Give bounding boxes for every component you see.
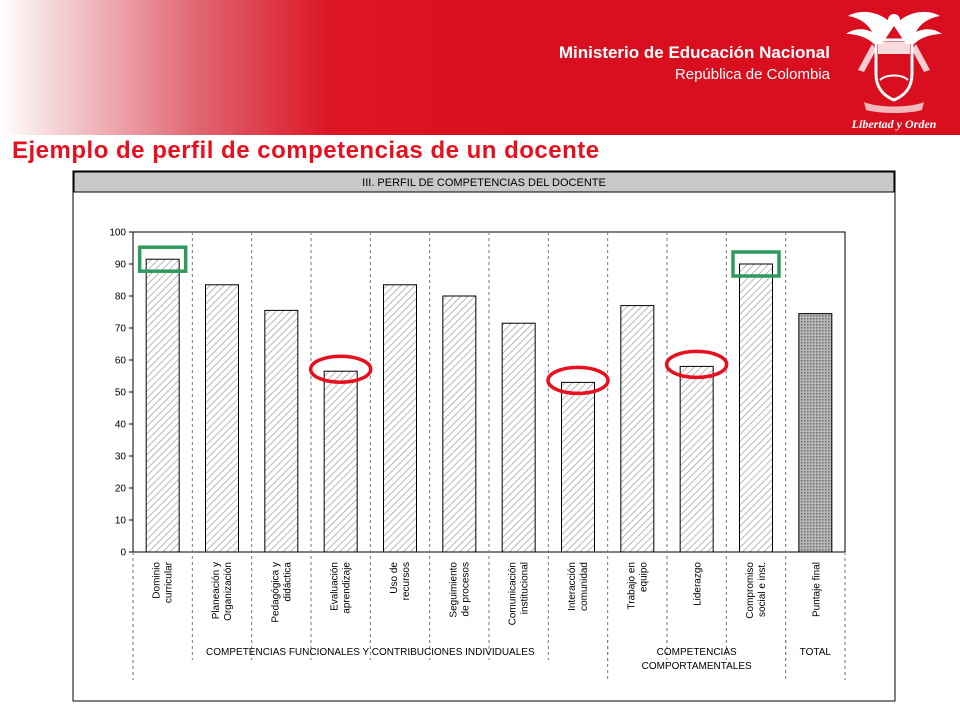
group-label: COMPETENCIAS [656,647,737,658]
x-category-label: Seguimiento [448,562,460,618]
group-label: COMPORTAMENTALES [641,661,752,672]
y-tick-label: 50 [114,387,126,399]
x-category-label: aprendizaje [341,562,353,614]
bar [680,366,713,552]
bar [562,382,595,552]
x-category-label: curricular [163,562,175,604]
group-label: COMPETENCIAS FUNCIONALES Y CONTRIBUCIONES INDIVIDUALES [206,647,535,658]
x-category-label: Dominio [151,562,163,599]
chart-title: III. PERFIL DE COMPETENCIAS DEL DOCENTE [362,177,606,189]
x-category-label: Trabajo en [626,562,638,610]
bar [146,259,179,552]
x-category-label: didáctica [282,562,294,602]
x-category-label: institucional [519,562,531,615]
x-category-label: Planeación y [211,562,222,620]
x-category-label: Interacción [567,562,578,611]
x-category-label: Comunicación [507,562,519,626]
bar [324,371,357,552]
bar [740,264,773,552]
x-category-label: recursos [401,562,412,601]
bar [265,310,298,552]
x-category-label: Compromiso [745,562,756,619]
page-title: Ejemplo de perfil de competencias de un docente [12,137,600,164]
x-category-label: Liderazgo [692,562,704,606]
motto-text: Libertad y Orden [851,117,937,131]
bar [384,285,417,552]
group-label: TOTAL [799,647,831,658]
x-category-label: social e inst. [757,562,768,618]
y-tick-label: 70 [114,323,126,335]
y-tick-label: 0 [120,547,126,559]
bar [443,296,476,552]
ministry-name: Ministerio de Educación Nacional [558,43,830,62]
x-category-label: Pedagógica y [270,562,282,623]
y-tick-label: 80 [114,291,126,303]
x-category-label: Puntaje final [811,562,823,618]
y-tick-label: 10 [114,515,126,527]
bar [799,314,832,552]
x-category-label: Uso de [389,562,400,594]
y-tick-label: 40 [114,419,126,431]
y-tick-label: 20 [114,483,126,495]
y-tick-label: 30 [114,451,126,463]
x-category-label: Evaluación [329,562,341,611]
x-category-label: equipo [638,562,650,593]
country-name: República de Colombia [674,66,830,83]
y-tick-label: 90 [114,259,126,271]
x-category-label: de procesos [460,562,472,617]
bar [206,285,239,552]
bar [621,306,654,552]
x-category-label: comunidad [579,562,590,611]
bar [502,323,535,552]
y-tick-label: 60 [114,355,126,367]
y-tick-label: 100 [109,227,126,239]
x-category-label: Organización [223,562,234,621]
